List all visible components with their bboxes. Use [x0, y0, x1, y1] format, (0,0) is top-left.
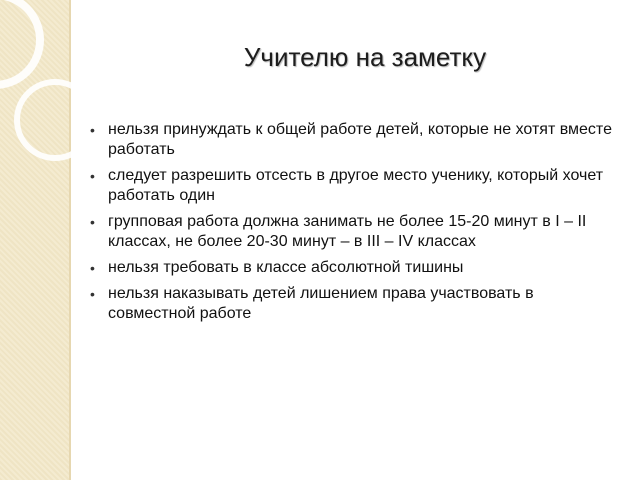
bullet-dot-icon: •: [90, 214, 95, 230]
bullet-dot-icon: •: [90, 260, 95, 276]
bullet-dot-icon: •: [90, 122, 95, 138]
bullet-text: нельзя принуждать к общей работе детей, которые не хотят вместе работать: [108, 121, 612, 158]
bullet-item: [90, 120, 620, 160]
bullet-text: нельзя наказывать детей лишением права участвовать в совместной работе: [108, 285, 534, 322]
bullet-dot-icon: •: [90, 286, 95, 302]
slide-content: [90, 120, 620, 330]
bullet-item: [90, 166, 620, 206]
bullet-item: [90, 212, 620, 252]
bullet-list: [90, 120, 620, 324]
bullet-dot-icon: •: [90, 168, 95, 184]
bullet-text: нельзя требовать в классе абсолютной тишины: [108, 259, 464, 276]
bullet-text: следует разрешить отсесть в другое место ученику, который хочет работать один: [108, 167, 604, 204]
bullet-item: [90, 258, 620, 278]
slide-title: Учителю на заметку: [243, 42, 487, 72]
bullet-item: [90, 284, 620, 324]
bullet-text: групповая работа должна занимать не более 15-20 минут в I – II классах, не более 20-30 минут – в III – IV классах: [108, 213, 587, 250]
